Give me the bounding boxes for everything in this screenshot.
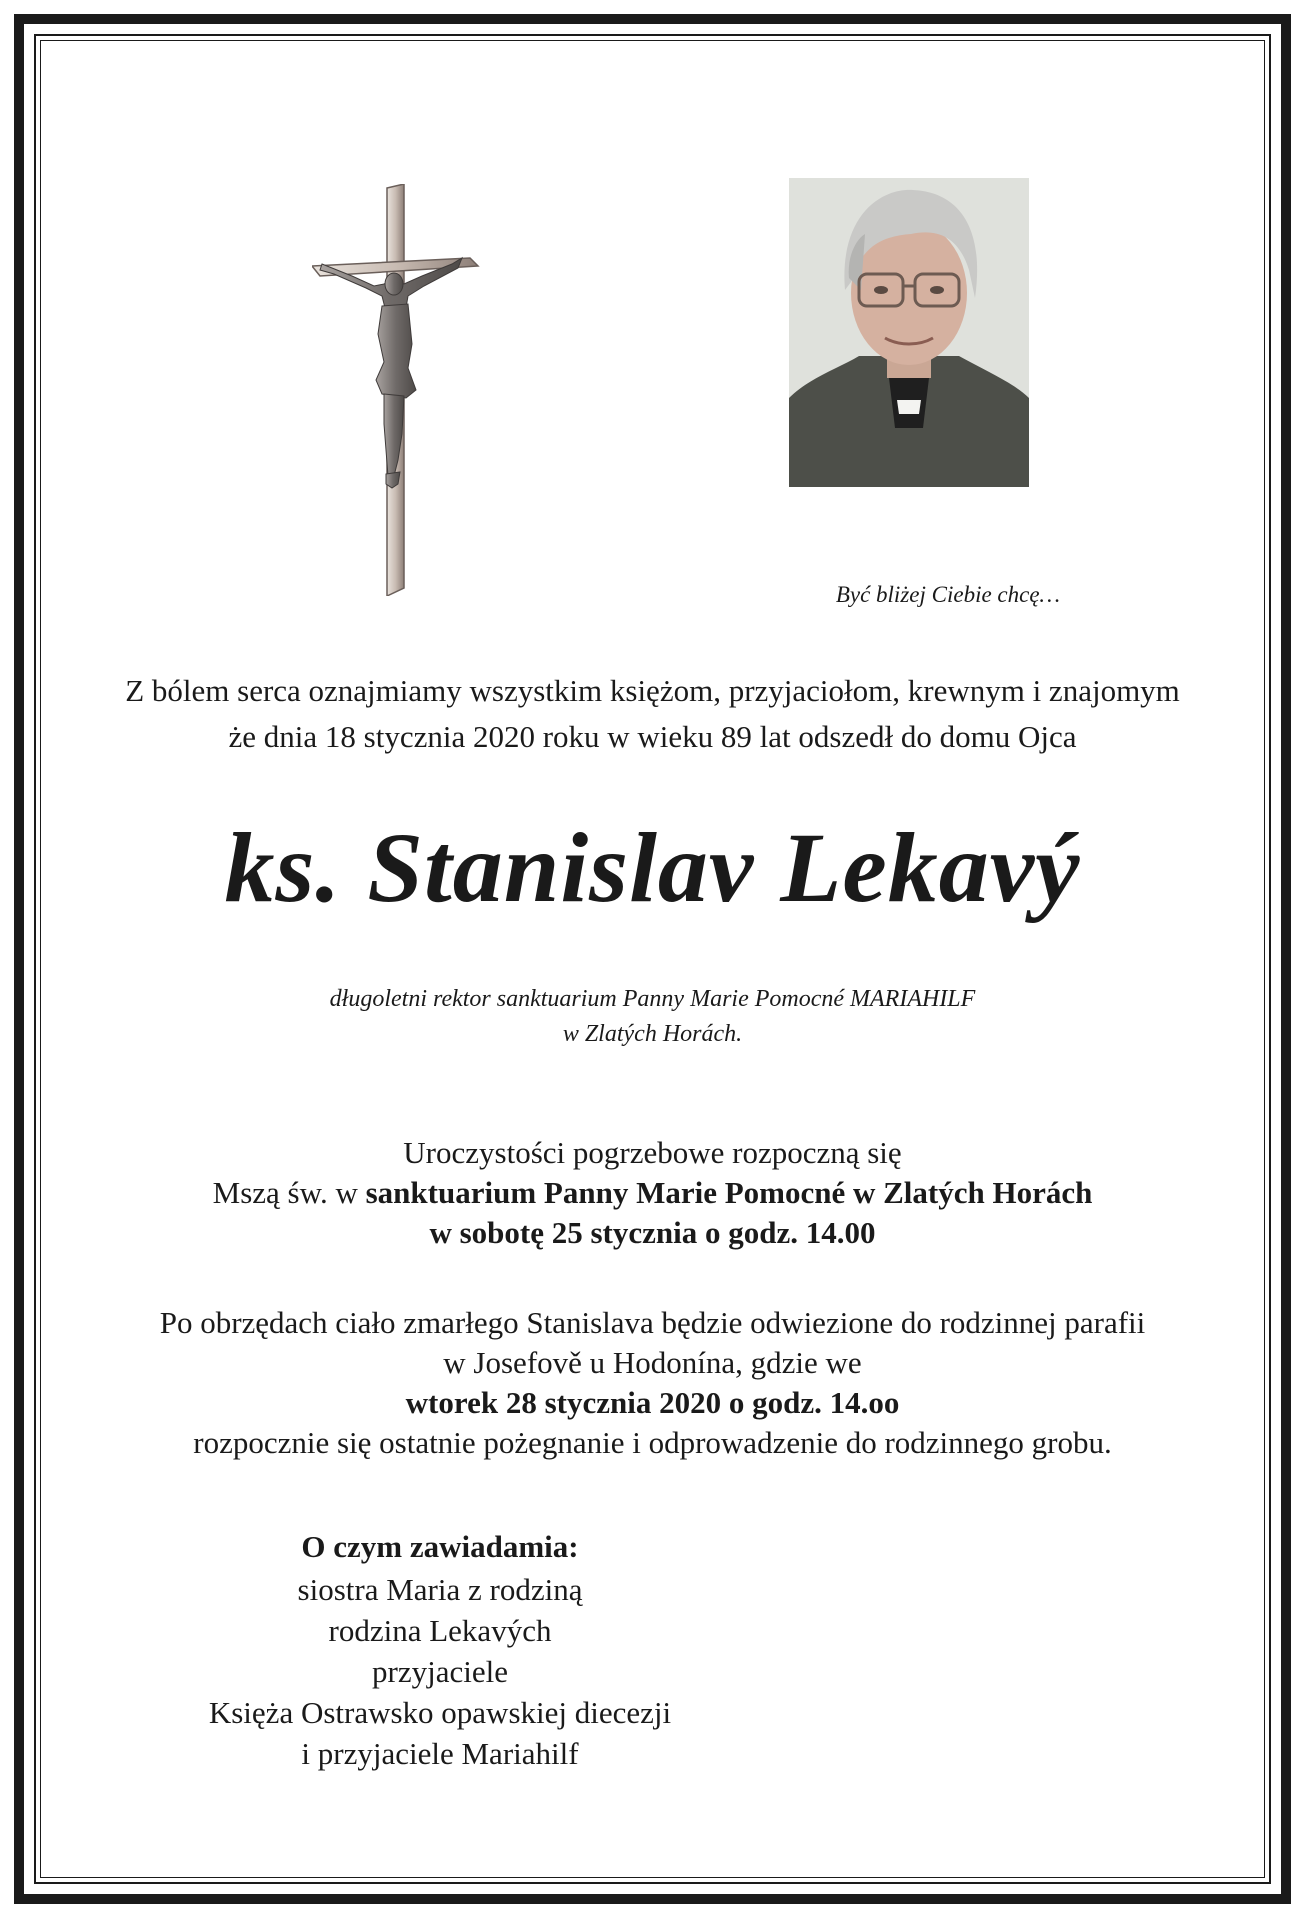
signer-item: Księża Ostrawsko opawskiej diecezji	[208, 1695, 672, 1730]
signer-item: przyjaciele	[372, 1654, 508, 1689]
announcement-intro	[40, 668, 1265, 760]
burial-line: Po obrzędach ciało zmarłego Stanislava będzie odwiezione do rodzinnej parafii	[159, 1305, 1146, 1340]
funeral-details	[40, 1133, 1265, 1253]
burial-date: wtorek 28 stycznia 2020 o godz. 14.oo	[405, 1385, 900, 1420]
funeral-date: w sobotę 25 stycznia o godz. 14.00	[429, 1215, 876, 1250]
portrait-photo	[789, 178, 1029, 487]
burial-details	[40, 1303, 1265, 1463]
funeral-line: Uroczystości pogrzebowe rozpoczną się	[403, 1135, 902, 1170]
funeral-line	[40, 1173, 1265, 1213]
signer-item: i przyjaciele Mariahilf	[301, 1736, 579, 1771]
role-line: długoletni rektor sanktuarium Panny Marie Pomocné MARIAHILF	[329, 986, 976, 1012]
intro-line: że dnia 18 stycznia 2020 roku w wieku 89 lat odszedł do domu Ojca	[228, 719, 1077, 754]
signer-item: rodzina Lekavých	[328, 1613, 552, 1648]
funeral-location: sanktuarium Panny Marie Pomocné w Zlatých Horách	[365, 1175, 1093, 1210]
signer-item: siostra Maria z rodziną	[297, 1572, 583, 1607]
intro-line: Z bólem serca oznajmiamy wszystkim księżom, przyjaciołom, krewnym i znajomym	[125, 673, 1180, 708]
burial-line: w Josefově u Hodonína, gdzie we	[443, 1345, 862, 1380]
deceased-name: ks. Stanislav Lekavý	[224, 812, 1081, 923]
funeral-line-prefix: Mszą św. w	[212, 1175, 366, 1210]
signers-heading: O czym zawiadamia:	[301, 1529, 579, 1564]
burial-line: rozpocznie się ostatnie pożegnanie i odprowadzenie do rodzinnego grobu.	[193, 1425, 1112, 1460]
crucifix-icon	[312, 184, 482, 596]
role-line: w Zlatých Horách.	[562, 1021, 743, 1047]
motto: Być bliżej Ciebie chcę…	[835, 582, 1060, 607]
signers	[140, 1526, 740, 1774]
deceased-role	[40, 982, 1265, 1052]
